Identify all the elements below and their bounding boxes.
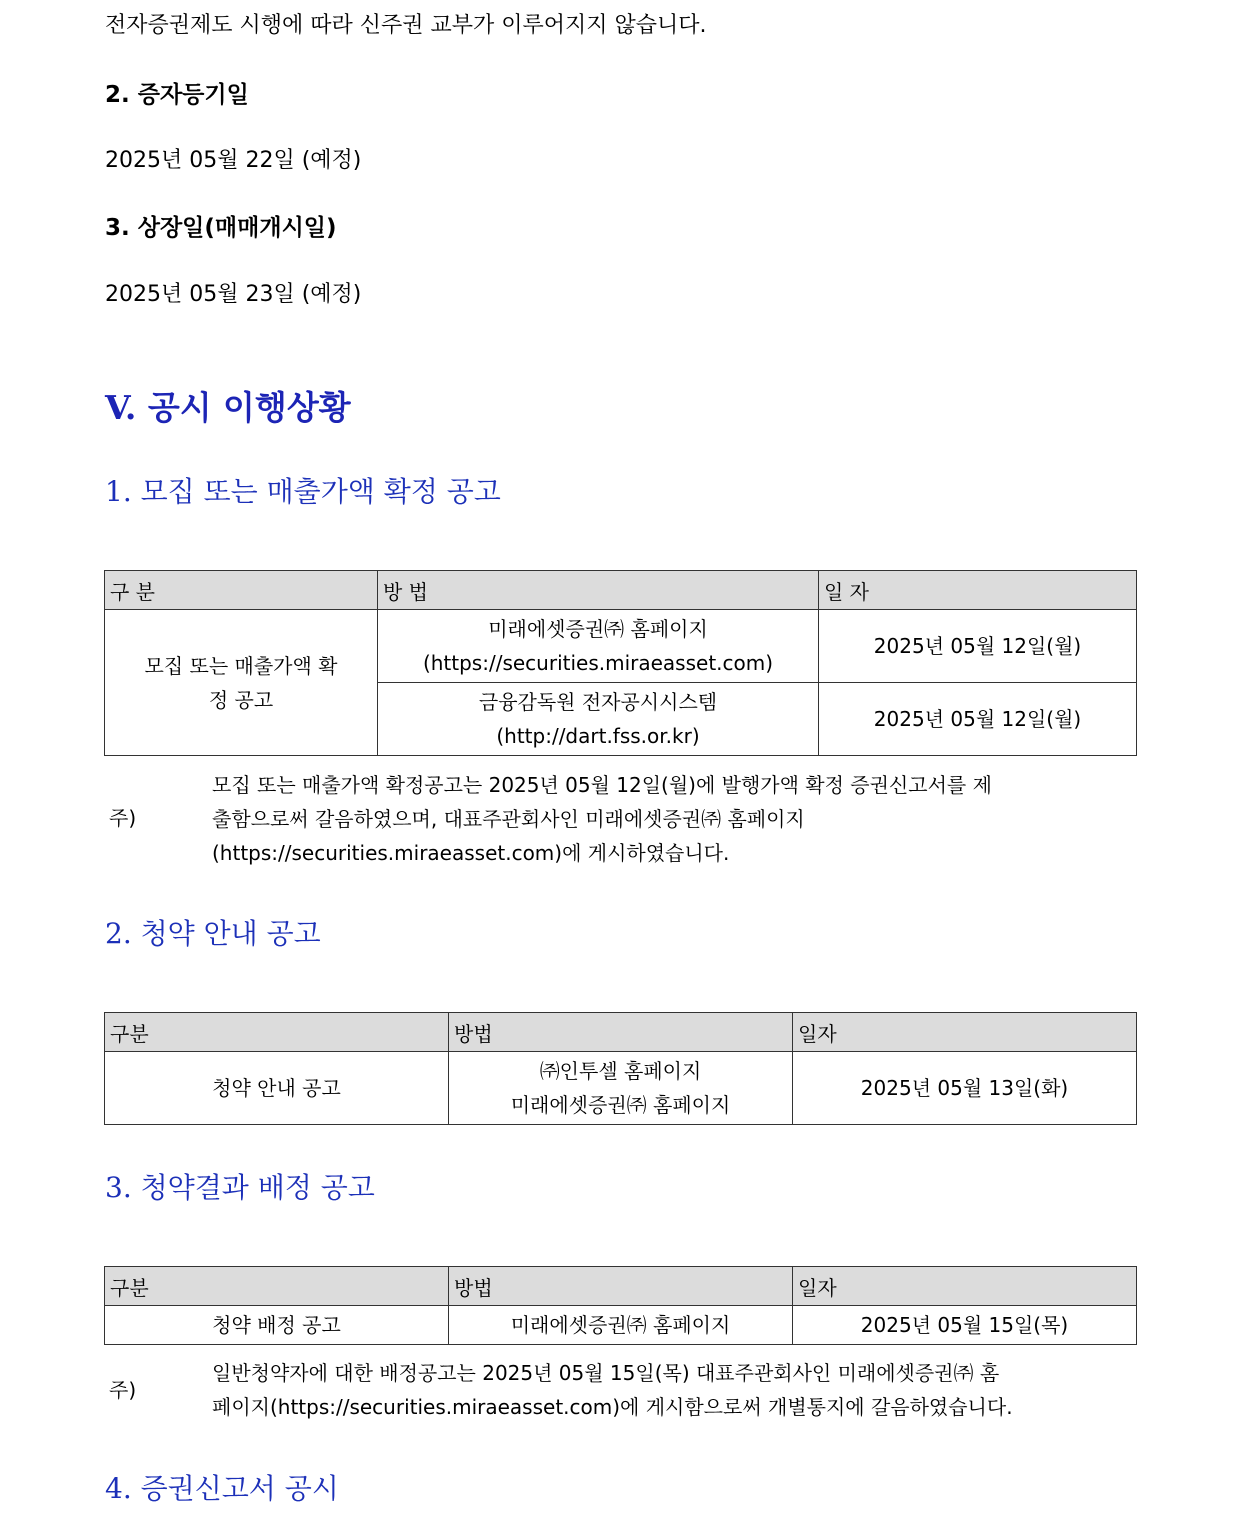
header-method: 방법	[449, 1013, 793, 1052]
footnote-line: 모집 또는 매출가액 확정공고는 2025년 05월 12일(월)에 발행가액 확정 증권신고서를 제	[212, 773, 992, 797]
method-line: ㈜인투셀 홈페이지	[539, 1059, 702, 1083]
header-category: 구 분	[105, 571, 378, 610]
notice1-date-2: 2025년 05월 12일(월)	[819, 683, 1137, 756]
notice1-method-2	[378, 683, 819, 756]
intro-line: 전자증권제도 시행에 따라 신주권 교부가 이루어지지 않습니다.	[105, 13, 707, 38]
footnote-line: (https://securities.miraeasset.com)에 게시하였습니다.	[212, 841, 730, 865]
notice2-category: 청약 안내 공고	[105, 1052, 449, 1125]
notice1-table	[104, 570, 1137, 756]
listing-date-value: 2025년 05월 23일 (예정)	[105, 282, 362, 307]
header-method: 방법	[449, 1267, 793, 1306]
method-name: 미래에셋증권㈜ 홈페이지	[488, 617, 708, 641]
listing-date-heading: 3. 상장일(매매개시일)	[105, 215, 337, 241]
notice2-heading: 2. 청약 안내 공고	[105, 917, 321, 950]
registration-date-heading: 2. 증자등기일	[105, 82, 249, 108]
method-name: 금융감독원 전자공시시스템	[478, 690, 718, 714]
notice2-method	[449, 1052, 793, 1125]
header-method: 방 법	[378, 571, 819, 610]
registration-date-value: 2025년 05월 22일 (예정)	[105, 148, 362, 173]
footnote-text	[212, 768, 1124, 870]
notice3-method: 미래에셋증권㈜ 홈페이지	[449, 1306, 793, 1345]
table-header-row	[105, 1267, 1137, 1306]
notice1-date-1: 2025년 05월 12일(월)	[819, 610, 1137, 683]
footnote-text	[212, 1356, 1124, 1424]
notice3-table	[104, 1266, 1137, 1345]
notice4-heading: 4. 증권신고서 공시	[105, 1472, 339, 1505]
notice2-date: 2025년 05월 13일(화)	[793, 1052, 1137, 1125]
header-date: 일 자	[819, 571, 1137, 610]
notice1-method-1	[378, 610, 819, 683]
notice2-table	[104, 1012, 1137, 1125]
method-line: 미래에셋증권㈜ 홈페이지	[510, 1093, 731, 1117]
header-category: 구분	[105, 1267, 449, 1306]
disclosure-section-heading: V. 공시 이행상황	[105, 388, 351, 427]
notice3-heading: 3. 청약결과 배정 공고	[105, 1171, 375, 1204]
table-row	[105, 1052, 1137, 1125]
footnote-line: 출함으로써 갈음하였으며, 대표주관회사인 미래에셋증권㈜ 홈페이지	[212, 807, 805, 831]
footnote-line: 페이지(https://securities.miraeasset.com)에 게시함으로써 개별통지에 갈음하였습니다.	[212, 1395, 1013, 1419]
footnote-line: 일반청약자에 대한 배정공고는 2025년 05월 15일(목) 대표주관회사인 미래에셋증권㈜ 홈	[212, 1361, 1000, 1385]
table-row	[105, 610, 1137, 683]
footnote-label: 주)	[109, 1378, 137, 1402]
notice3-category: 청약 배정 공고	[105, 1306, 449, 1345]
notice1-category: 모집 또는 매출가액 확정 공고	[105, 610, 378, 756]
header-date: 일자	[793, 1267, 1137, 1306]
header-category: 구분	[105, 1013, 449, 1052]
notice3-date: 2025년 05월 15일(목)	[793, 1306, 1137, 1345]
notice1-footnote	[104, 768, 1136, 870]
footnote-label: 주)	[109, 806, 137, 830]
table-header-row	[105, 571, 1137, 610]
notice3-footnote	[104, 1356, 1136, 1426]
method-url: (http://dart.fss.or.kr)	[496, 724, 700, 748]
table-row	[105, 1306, 1137, 1345]
notice1-heading: 1. 모집 또는 매출가액 확정 공고	[105, 475, 501, 508]
table-header-row	[105, 1013, 1137, 1052]
method-url: (https://securities.miraeasset.com)	[422, 651, 774, 675]
header-date: 일자	[793, 1013, 1137, 1052]
